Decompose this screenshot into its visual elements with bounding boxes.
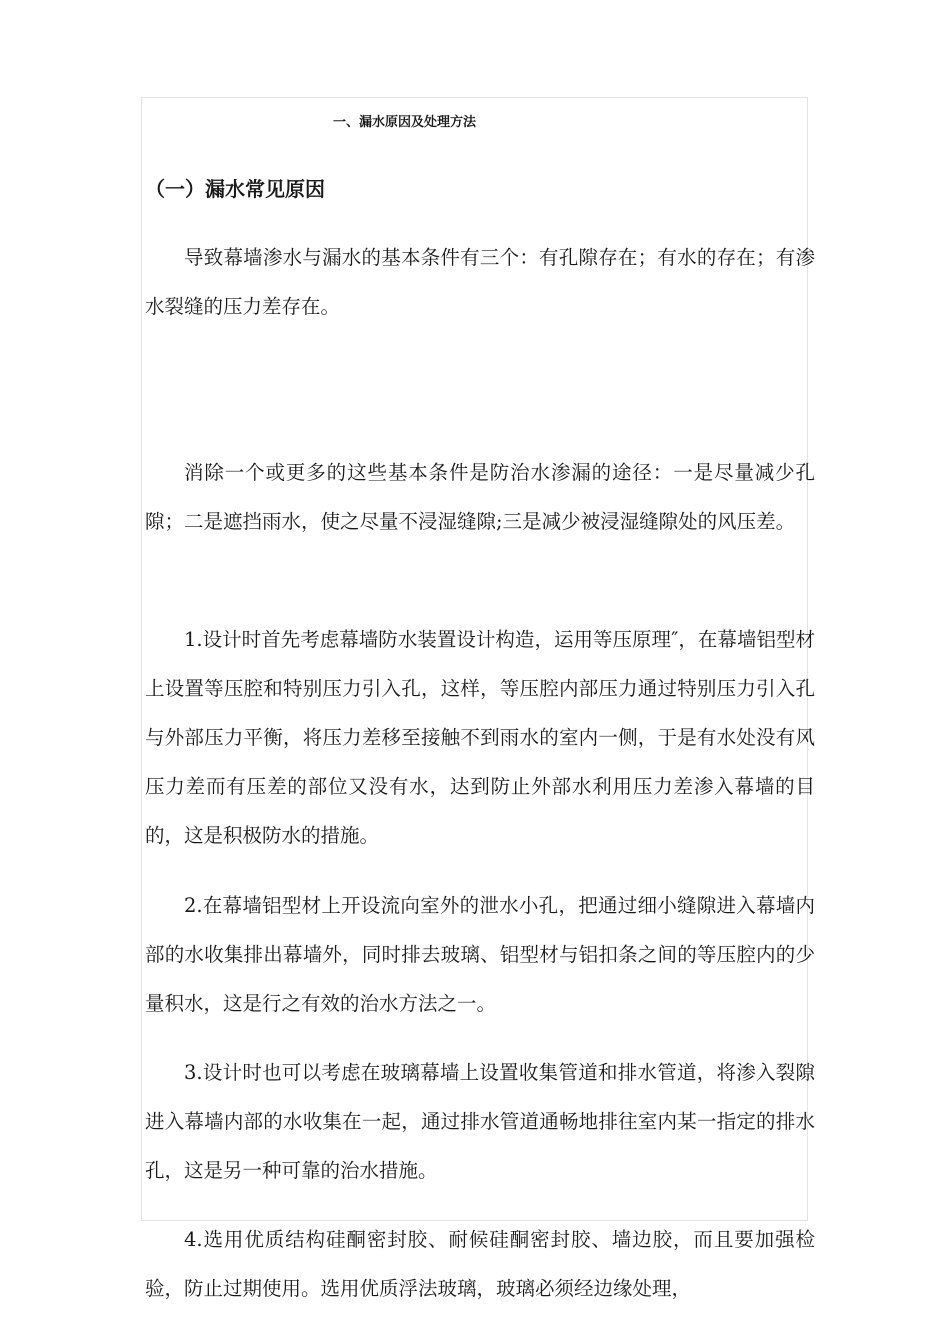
paragraph-basic-conditions: 导致幕墙渗水与漏水的基本条件有三个：有孔隙存在；有水的存在；有渗水裂缝的压力差存在。 bbox=[145, 246, 815, 318]
main-heading: 一、漏水原因及处理方法 bbox=[333, 115, 477, 130]
paragraph-item-4: 4.选用优质结构硅酮密封胶、耐候硅酮密封胶、墙边胶，而且要加强检验，防止过期使用。选用优质浮法玻璃，玻璃必须经边缘处理， bbox=[145, 1228, 815, 1300]
paragraph-item-2: 2.在幕墙铝型材上开设流向室外的泄水小孔，把通过细小缝隙进入幕墙内部的水收集排出幕墙外，同时排去玻璃、铝型材与铝扣条之间的等压腔内的少量积水，这是行之有效的治水方法之一。 bbox=[145, 894, 815, 1015]
section-heading: （一）漏水常见原因 bbox=[145, 177, 325, 201]
paragraph-item-1: 1.设计时首先考虑幕墙防水装置设计构造，运用等压原理″，在幕墙铝型材上设置等压腔和特别压力引入孔，这样，等压腔内部压力通过特别压力引入孔与外部压力平衡，将压力差移至接触不到雨水的室内一侧，于是有水处没有风压力差而有压差的部位又没有水，达到防止外部水利用压力差渗入幕墙的目的，这是积极防水的措施。 bbox=[145, 628, 815, 847]
paragraph-item-3: 3.设计时也可以考虑在玻璃幕墙上设置收集管道和排水管道，将渗入裂隙进入幕墙内部的水收集在一起，通过排水管道通畅地排往室内某一指定的排水孔，这是另一种可靠的治水措施。 bbox=[145, 1061, 815, 1182]
paragraph-prevention-approach: 消除一个或更多的这些基本条件是防治水渗漏的途径：一是尽量减少孔隙；二是遮挡雨水，使之尽量不浸湿缝隙;三是减少被浸湿缝隙处的风压差。 bbox=[145, 461, 815, 533]
